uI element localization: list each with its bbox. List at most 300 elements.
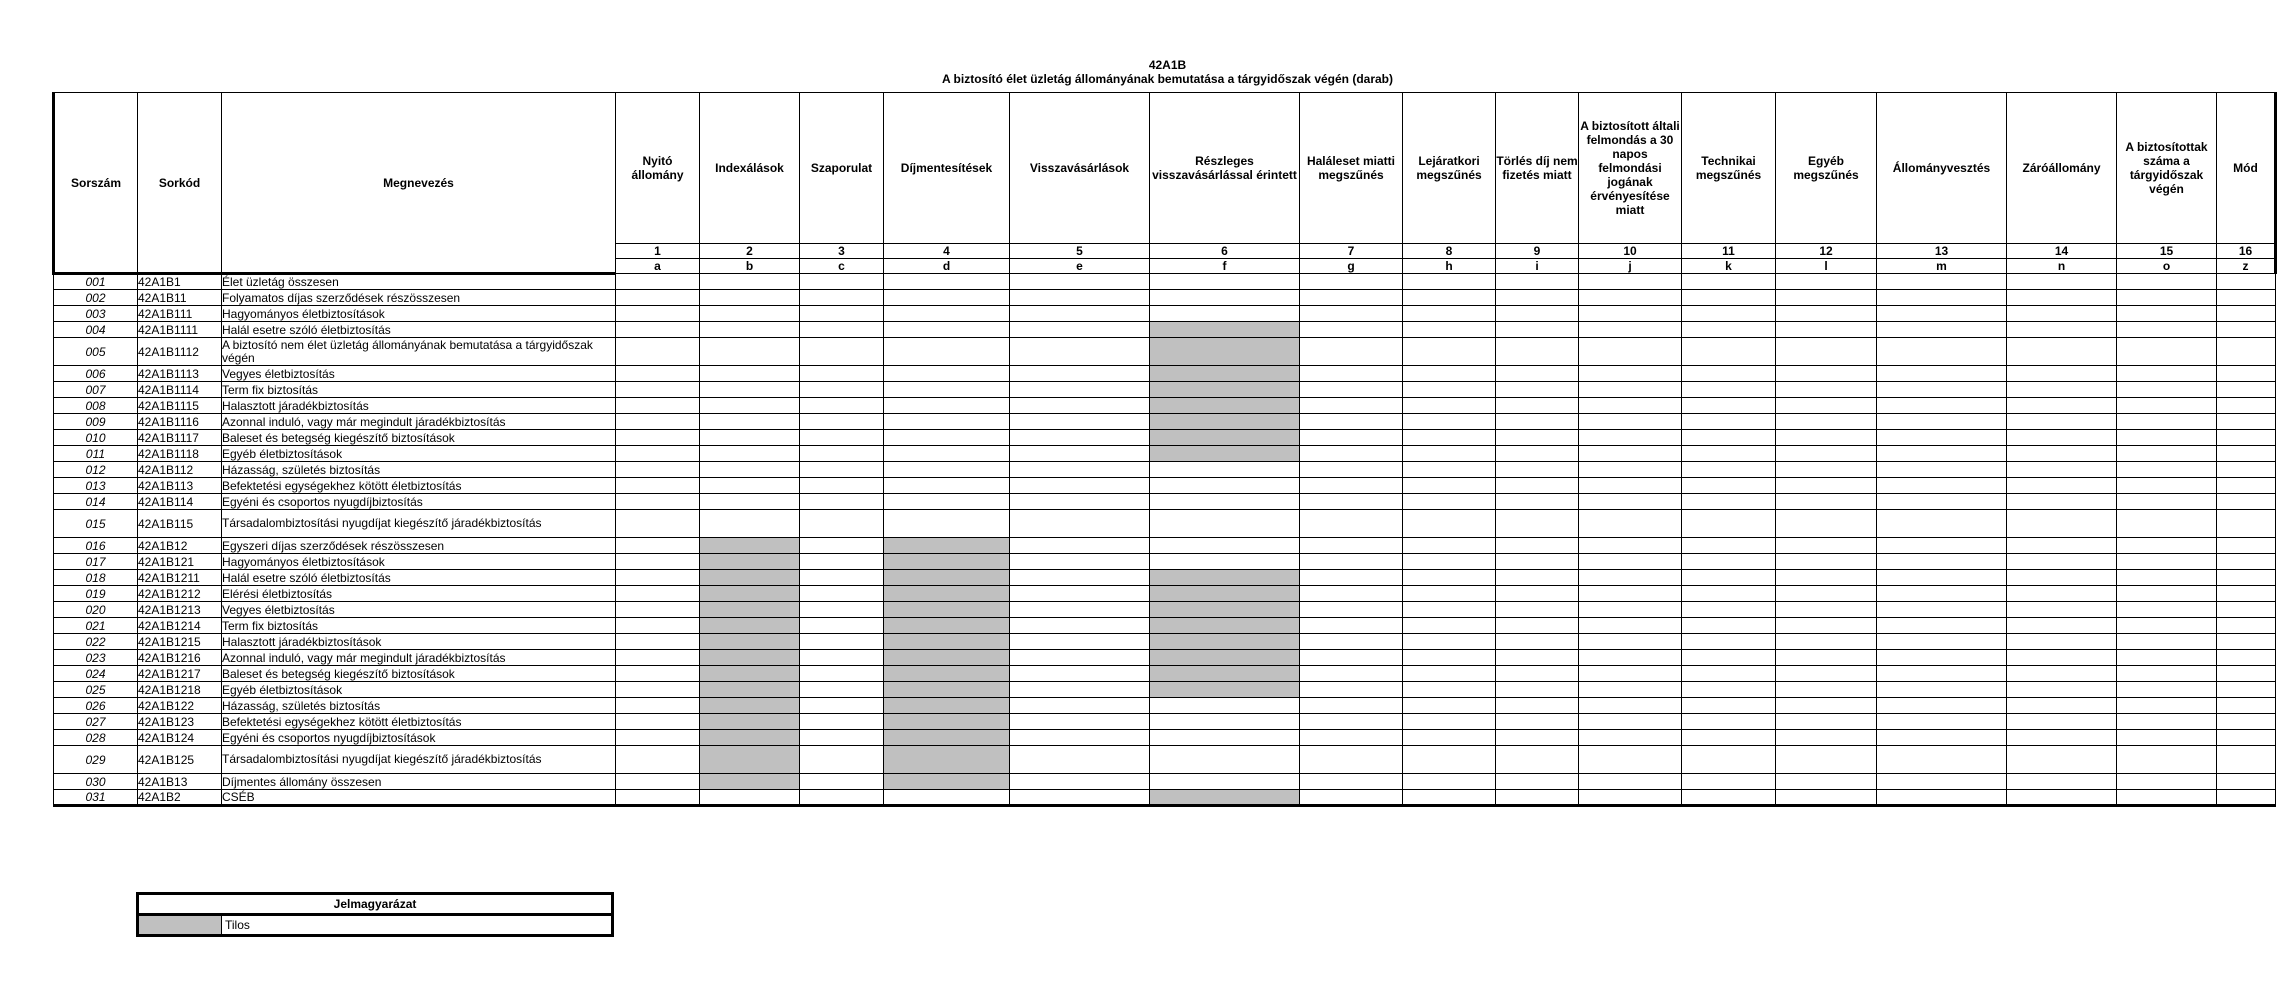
input-cell[interactable] bbox=[800, 774, 884, 790]
input-cell[interactable] bbox=[616, 714, 700, 730]
input-cell[interactable] bbox=[700, 306, 800, 322]
input-cell[interactable] bbox=[1403, 366, 1496, 382]
input-cell[interactable] bbox=[1579, 682, 1682, 698]
input-cell[interactable] bbox=[616, 446, 700, 462]
input-cell[interactable] bbox=[1403, 602, 1496, 618]
input-cell[interactable] bbox=[1300, 714, 1403, 730]
input-cell[interactable] bbox=[1682, 478, 1776, 494]
input-cell[interactable] bbox=[1496, 790, 1579, 806]
input-cell[interactable] bbox=[800, 274, 884, 290]
input-cell[interactable] bbox=[1403, 682, 1496, 698]
input-cell[interactable] bbox=[1682, 746, 1776, 774]
input-cell[interactable] bbox=[1877, 570, 2007, 586]
input-cell[interactable] bbox=[1300, 322, 1403, 338]
input-cell[interactable] bbox=[1300, 554, 1403, 570]
input-cell[interactable] bbox=[1877, 398, 2007, 414]
input-cell[interactable] bbox=[884, 382, 1010, 398]
input-cell[interactable] bbox=[2007, 274, 2117, 290]
input-cell[interactable] bbox=[1010, 382, 1150, 398]
input-cell[interactable] bbox=[700, 790, 800, 806]
input-cell[interactable] bbox=[1403, 774, 1496, 790]
input-cell[interactable] bbox=[1579, 714, 1682, 730]
input-cell[interactable] bbox=[1300, 494, 1403, 510]
input-cell[interactable] bbox=[1010, 602, 1150, 618]
input-cell[interactable] bbox=[616, 306, 700, 322]
input-cell[interactable] bbox=[1403, 274, 1496, 290]
input-cell[interactable] bbox=[2217, 666, 2276, 682]
input-cell[interactable] bbox=[800, 790, 884, 806]
input-cell[interactable] bbox=[2007, 650, 2117, 666]
input-cell[interactable] bbox=[1682, 618, 1776, 634]
input-cell[interactable] bbox=[1579, 538, 1682, 554]
input-cell[interactable] bbox=[2217, 382, 2276, 398]
input-cell[interactable] bbox=[1496, 366, 1579, 382]
input-cell[interactable] bbox=[1403, 634, 1496, 650]
input-cell[interactable] bbox=[616, 398, 700, 414]
input-cell[interactable] bbox=[1682, 430, 1776, 446]
input-cell[interactable] bbox=[1776, 602, 1877, 618]
input-cell[interactable] bbox=[2007, 462, 2117, 478]
input-cell[interactable] bbox=[1579, 290, 1682, 306]
input-cell[interactable] bbox=[2007, 398, 2117, 414]
input-cell[interactable] bbox=[2117, 322, 2217, 338]
input-cell[interactable] bbox=[1010, 398, 1150, 414]
input-cell[interactable] bbox=[1682, 274, 1776, 290]
input-cell[interactable] bbox=[1877, 446, 2007, 462]
input-cell[interactable] bbox=[1579, 306, 1682, 322]
input-cell[interactable] bbox=[616, 338, 700, 366]
input-cell[interactable] bbox=[1300, 730, 1403, 746]
input-cell[interactable] bbox=[1300, 430, 1403, 446]
input-cell[interactable] bbox=[1776, 570, 1877, 586]
input-cell[interactable] bbox=[1496, 650, 1579, 666]
input-cell[interactable] bbox=[1877, 730, 2007, 746]
input-cell[interactable] bbox=[1496, 446, 1579, 462]
input-cell[interactable] bbox=[1010, 698, 1150, 714]
input-cell[interactable] bbox=[1776, 730, 1877, 746]
input-cell[interactable] bbox=[1496, 430, 1579, 446]
input-cell[interactable] bbox=[2217, 570, 2276, 586]
input-cell[interactable] bbox=[1579, 462, 1682, 478]
input-cell[interactable] bbox=[1300, 274, 1403, 290]
input-cell[interactable] bbox=[2007, 698, 2117, 714]
input-cell[interactable] bbox=[2117, 290, 2217, 306]
input-cell[interactable] bbox=[1496, 746, 1579, 774]
input-cell[interactable] bbox=[2217, 446, 2276, 462]
input-cell[interactable] bbox=[2217, 602, 2276, 618]
input-cell[interactable] bbox=[1496, 714, 1579, 730]
input-cell[interactable] bbox=[1776, 306, 1877, 322]
input-cell[interactable] bbox=[2007, 634, 2117, 650]
input-cell[interactable] bbox=[2007, 790, 2117, 806]
input-cell[interactable] bbox=[1496, 666, 1579, 682]
input-cell[interactable] bbox=[1682, 602, 1776, 618]
input-cell[interactable] bbox=[1776, 650, 1877, 666]
input-cell[interactable] bbox=[1403, 398, 1496, 414]
input-cell[interactable] bbox=[1010, 322, 1150, 338]
input-cell[interactable] bbox=[1776, 414, 1877, 430]
input-cell[interactable] bbox=[1496, 478, 1579, 494]
input-cell[interactable] bbox=[1300, 586, 1403, 602]
input-cell[interactable] bbox=[2007, 382, 2117, 398]
input-cell[interactable] bbox=[1403, 790, 1496, 806]
input-cell[interactable] bbox=[1300, 570, 1403, 586]
input-cell[interactable] bbox=[1877, 666, 2007, 682]
input-cell[interactable] bbox=[1496, 570, 1579, 586]
input-cell[interactable] bbox=[1496, 634, 1579, 650]
input-cell[interactable] bbox=[1776, 338, 1877, 366]
input-cell[interactable] bbox=[2117, 446, 2217, 462]
input-cell[interactable] bbox=[1496, 538, 1579, 554]
input-cell[interactable] bbox=[1150, 730, 1300, 746]
input-cell[interactable] bbox=[1776, 774, 1877, 790]
input-cell[interactable] bbox=[1300, 338, 1403, 366]
input-cell[interactable] bbox=[1579, 430, 1682, 446]
input-cell[interactable] bbox=[884, 366, 1010, 382]
input-cell[interactable] bbox=[800, 698, 884, 714]
input-cell[interactable] bbox=[1010, 290, 1150, 306]
input-cell[interactable] bbox=[700, 494, 800, 510]
input-cell[interactable] bbox=[884, 494, 1010, 510]
input-cell[interactable] bbox=[616, 682, 700, 698]
input-cell[interactable] bbox=[800, 650, 884, 666]
input-cell[interactable] bbox=[1496, 618, 1579, 634]
input-cell[interactable] bbox=[1010, 430, 1150, 446]
input-cell[interactable] bbox=[1010, 494, 1150, 510]
input-cell[interactable] bbox=[1496, 510, 1579, 538]
input-cell[interactable] bbox=[1579, 650, 1682, 666]
input-cell[interactable] bbox=[2217, 790, 2276, 806]
input-cell[interactable] bbox=[2217, 650, 2276, 666]
input-cell[interactable] bbox=[616, 730, 700, 746]
input-cell[interactable] bbox=[1010, 618, 1150, 634]
input-cell[interactable] bbox=[2007, 774, 2117, 790]
input-cell[interactable] bbox=[2117, 494, 2217, 510]
input-cell[interactable] bbox=[2007, 494, 2117, 510]
input-cell[interactable] bbox=[616, 650, 700, 666]
input-cell[interactable] bbox=[2117, 306, 2217, 322]
input-cell[interactable] bbox=[1010, 366, 1150, 382]
input-cell[interactable] bbox=[800, 494, 884, 510]
input-cell[interactable] bbox=[700, 338, 800, 366]
input-cell[interactable] bbox=[2117, 730, 2217, 746]
input-cell[interactable] bbox=[884, 430, 1010, 446]
input-cell[interactable] bbox=[1300, 382, 1403, 398]
input-cell[interactable] bbox=[1300, 462, 1403, 478]
input-cell[interactable] bbox=[1682, 322, 1776, 338]
input-cell[interactable] bbox=[800, 398, 884, 414]
input-cell[interactable] bbox=[616, 430, 700, 446]
input-cell[interactable] bbox=[2117, 618, 2217, 634]
input-cell[interactable] bbox=[1579, 322, 1682, 338]
input-cell[interactable] bbox=[1776, 494, 1877, 510]
input-cell[interactable] bbox=[1403, 554, 1496, 570]
input-cell[interactable] bbox=[2117, 478, 2217, 494]
input-cell[interactable] bbox=[1579, 774, 1682, 790]
input-cell[interactable] bbox=[1682, 290, 1776, 306]
input-cell[interactable] bbox=[1496, 274, 1579, 290]
input-cell[interactable] bbox=[800, 602, 884, 618]
input-cell[interactable] bbox=[1010, 746, 1150, 774]
input-cell[interactable] bbox=[1776, 790, 1877, 806]
input-cell[interactable] bbox=[1300, 602, 1403, 618]
input-cell[interactable] bbox=[2007, 682, 2117, 698]
input-cell[interactable] bbox=[1877, 462, 2007, 478]
input-cell[interactable] bbox=[1682, 338, 1776, 366]
input-cell[interactable] bbox=[2117, 414, 2217, 430]
input-cell[interactable] bbox=[1496, 494, 1579, 510]
input-cell[interactable] bbox=[700, 382, 800, 398]
input-cell[interactable] bbox=[1010, 586, 1150, 602]
input-cell[interactable] bbox=[1877, 338, 2007, 366]
input-cell[interactable] bbox=[2007, 714, 2117, 730]
input-cell[interactable] bbox=[1682, 554, 1776, 570]
input-cell[interactable] bbox=[1403, 338, 1496, 366]
input-cell[interactable] bbox=[1403, 746, 1496, 774]
input-cell[interactable] bbox=[2117, 634, 2217, 650]
input-cell[interactable] bbox=[1877, 650, 2007, 666]
input-cell[interactable] bbox=[2117, 714, 2217, 730]
input-cell[interactable] bbox=[1010, 338, 1150, 366]
input-cell[interactable] bbox=[1776, 682, 1877, 698]
input-cell[interactable] bbox=[1403, 538, 1496, 554]
input-cell[interactable] bbox=[884, 398, 1010, 414]
input-cell[interactable] bbox=[1776, 446, 1877, 462]
input-cell[interactable] bbox=[1579, 698, 1682, 714]
input-cell[interactable] bbox=[2007, 602, 2117, 618]
input-cell[interactable] bbox=[700, 322, 800, 338]
input-cell[interactable] bbox=[2217, 322, 2276, 338]
input-cell[interactable] bbox=[1877, 586, 2007, 602]
input-cell[interactable] bbox=[884, 510, 1010, 538]
input-cell[interactable] bbox=[1682, 650, 1776, 666]
input-cell[interactable] bbox=[2117, 510, 2217, 538]
input-cell[interactable] bbox=[1010, 538, 1150, 554]
input-cell[interactable] bbox=[1150, 698, 1300, 714]
input-cell[interactable] bbox=[700, 274, 800, 290]
input-cell[interactable] bbox=[1877, 554, 2007, 570]
input-cell[interactable] bbox=[1300, 698, 1403, 714]
input-cell[interactable] bbox=[1682, 414, 1776, 430]
input-cell[interactable] bbox=[1300, 538, 1403, 554]
input-cell[interactable] bbox=[2007, 306, 2117, 322]
input-cell[interactable] bbox=[2117, 698, 2217, 714]
input-cell[interactable] bbox=[2117, 462, 2217, 478]
input-cell[interactable] bbox=[1010, 714, 1150, 730]
input-cell[interactable] bbox=[700, 510, 800, 538]
input-cell[interactable] bbox=[800, 446, 884, 462]
input-cell[interactable] bbox=[1877, 510, 2007, 538]
input-cell[interactable] bbox=[1579, 570, 1682, 586]
input-cell[interactable] bbox=[2217, 554, 2276, 570]
input-cell[interactable] bbox=[1496, 290, 1579, 306]
input-cell[interactable] bbox=[2117, 774, 2217, 790]
input-cell[interactable] bbox=[2217, 430, 2276, 446]
input-cell[interactable] bbox=[616, 538, 700, 554]
input-cell[interactable] bbox=[2117, 274, 2217, 290]
input-cell[interactable] bbox=[1877, 746, 2007, 774]
input-cell[interactable] bbox=[1776, 586, 1877, 602]
input-cell[interactable] bbox=[1403, 478, 1496, 494]
input-cell[interactable] bbox=[700, 414, 800, 430]
input-cell[interactable] bbox=[1496, 398, 1579, 414]
input-cell[interactable] bbox=[1403, 618, 1496, 634]
input-cell[interactable] bbox=[2007, 618, 2117, 634]
input-cell[interactable] bbox=[1776, 746, 1877, 774]
input-cell[interactable] bbox=[616, 698, 700, 714]
input-cell[interactable] bbox=[700, 398, 800, 414]
input-cell[interactable] bbox=[1579, 338, 1682, 366]
input-cell[interactable] bbox=[2217, 774, 2276, 790]
input-cell[interactable] bbox=[1150, 290, 1300, 306]
input-cell[interactable] bbox=[884, 322, 1010, 338]
input-cell[interactable] bbox=[2217, 586, 2276, 602]
input-cell[interactable] bbox=[1579, 366, 1682, 382]
input-cell[interactable] bbox=[1579, 398, 1682, 414]
input-cell[interactable] bbox=[2217, 634, 2276, 650]
input-cell[interactable] bbox=[2217, 338, 2276, 366]
input-cell[interactable] bbox=[2217, 682, 2276, 698]
input-cell[interactable] bbox=[1877, 790, 2007, 806]
input-cell[interactable] bbox=[1682, 666, 1776, 682]
input-cell[interactable] bbox=[1300, 446, 1403, 462]
input-cell[interactable] bbox=[1682, 586, 1776, 602]
input-cell[interactable] bbox=[1496, 698, 1579, 714]
input-cell[interactable] bbox=[2217, 730, 2276, 746]
input-cell[interactable] bbox=[1010, 634, 1150, 650]
input-cell[interactable] bbox=[2217, 714, 2276, 730]
input-cell[interactable] bbox=[700, 478, 800, 494]
input-cell[interactable] bbox=[1300, 774, 1403, 790]
input-cell[interactable] bbox=[800, 570, 884, 586]
input-cell[interactable] bbox=[1010, 774, 1150, 790]
input-cell[interactable] bbox=[1403, 430, 1496, 446]
input-cell[interactable] bbox=[884, 274, 1010, 290]
input-cell[interactable] bbox=[1579, 274, 1682, 290]
input-cell[interactable] bbox=[800, 306, 884, 322]
input-cell[interactable] bbox=[1150, 714, 1300, 730]
input-cell[interactable] bbox=[616, 746, 700, 774]
input-cell[interactable] bbox=[2117, 746, 2217, 774]
input-cell[interactable] bbox=[1776, 666, 1877, 682]
input-cell[interactable] bbox=[1776, 478, 1877, 494]
input-cell[interactable] bbox=[1776, 634, 1877, 650]
input-cell[interactable] bbox=[1682, 398, 1776, 414]
input-cell[interactable] bbox=[800, 462, 884, 478]
input-cell[interactable] bbox=[616, 366, 700, 382]
input-cell[interactable] bbox=[1776, 698, 1877, 714]
input-cell[interactable] bbox=[1776, 366, 1877, 382]
input-cell[interactable] bbox=[1010, 790, 1150, 806]
input-cell[interactable] bbox=[1300, 290, 1403, 306]
input-cell[interactable] bbox=[1403, 714, 1496, 730]
input-cell[interactable] bbox=[1579, 414, 1682, 430]
input-cell[interactable] bbox=[1682, 510, 1776, 538]
input-cell[interactable] bbox=[1579, 554, 1682, 570]
input-cell[interactable] bbox=[1776, 462, 1877, 478]
input-cell[interactable] bbox=[1403, 290, 1496, 306]
input-cell[interactable] bbox=[1010, 554, 1150, 570]
input-cell[interactable] bbox=[2007, 290, 2117, 306]
input-cell[interactable] bbox=[1877, 382, 2007, 398]
input-cell[interactable] bbox=[1776, 398, 1877, 414]
input-cell[interactable] bbox=[2117, 366, 2217, 382]
input-cell[interactable] bbox=[1877, 430, 2007, 446]
input-cell[interactable] bbox=[884, 462, 1010, 478]
input-cell[interactable] bbox=[2117, 338, 2217, 366]
input-cell[interactable] bbox=[1496, 730, 1579, 746]
input-cell[interactable] bbox=[2007, 510, 2117, 538]
input-cell[interactable] bbox=[1682, 790, 1776, 806]
input-cell[interactable] bbox=[1150, 462, 1300, 478]
input-cell[interactable] bbox=[1300, 366, 1403, 382]
input-cell[interactable] bbox=[800, 586, 884, 602]
input-cell[interactable] bbox=[2217, 510, 2276, 538]
input-cell[interactable] bbox=[1403, 414, 1496, 430]
input-cell[interactable] bbox=[1579, 586, 1682, 602]
input-cell[interactable] bbox=[1682, 774, 1776, 790]
input-cell[interactable] bbox=[2217, 746, 2276, 774]
input-cell[interactable] bbox=[2007, 430, 2117, 446]
input-cell[interactable] bbox=[1010, 570, 1150, 586]
input-cell[interactable] bbox=[884, 446, 1010, 462]
input-cell[interactable] bbox=[616, 666, 700, 682]
input-cell[interactable] bbox=[1010, 730, 1150, 746]
input-cell[interactable] bbox=[1877, 322, 2007, 338]
input-cell[interactable] bbox=[1579, 446, 1682, 462]
input-cell[interactable] bbox=[1682, 306, 1776, 322]
input-cell[interactable] bbox=[1010, 666, 1150, 682]
input-cell[interactable] bbox=[1682, 698, 1776, 714]
input-cell[interactable] bbox=[800, 730, 884, 746]
input-cell[interactable] bbox=[1300, 478, 1403, 494]
input-cell[interactable] bbox=[1579, 634, 1682, 650]
input-cell[interactable] bbox=[1403, 510, 1496, 538]
input-cell[interactable] bbox=[1496, 586, 1579, 602]
input-cell[interactable] bbox=[1300, 398, 1403, 414]
input-cell[interactable] bbox=[1682, 494, 1776, 510]
input-cell[interactable] bbox=[1403, 570, 1496, 586]
input-cell[interactable] bbox=[1877, 478, 2007, 494]
input-cell[interactable] bbox=[1010, 274, 1150, 290]
input-cell[interactable] bbox=[2007, 478, 2117, 494]
input-cell[interactable] bbox=[1010, 462, 1150, 478]
input-cell[interactable] bbox=[1403, 382, 1496, 398]
input-cell[interactable] bbox=[1877, 306, 2007, 322]
input-cell[interactable] bbox=[700, 462, 800, 478]
input-cell[interactable] bbox=[1579, 790, 1682, 806]
input-cell[interactable] bbox=[2007, 554, 2117, 570]
input-cell[interactable] bbox=[700, 430, 800, 446]
input-cell[interactable] bbox=[884, 306, 1010, 322]
input-cell[interactable] bbox=[1496, 322, 1579, 338]
input-cell[interactable] bbox=[1682, 382, 1776, 398]
input-cell[interactable] bbox=[616, 570, 700, 586]
input-cell[interactable] bbox=[800, 746, 884, 774]
input-cell[interactable] bbox=[616, 478, 700, 494]
input-cell[interactable] bbox=[1682, 714, 1776, 730]
input-cell[interactable] bbox=[700, 366, 800, 382]
input-cell[interactable] bbox=[1403, 730, 1496, 746]
input-cell[interactable] bbox=[2007, 366, 2117, 382]
input-cell[interactable] bbox=[1403, 462, 1496, 478]
input-cell[interactable] bbox=[1682, 730, 1776, 746]
input-cell[interactable] bbox=[1300, 650, 1403, 666]
input-cell[interactable] bbox=[1496, 306, 1579, 322]
input-cell[interactable] bbox=[616, 586, 700, 602]
input-cell[interactable] bbox=[616, 634, 700, 650]
input-cell[interactable] bbox=[800, 510, 884, 538]
